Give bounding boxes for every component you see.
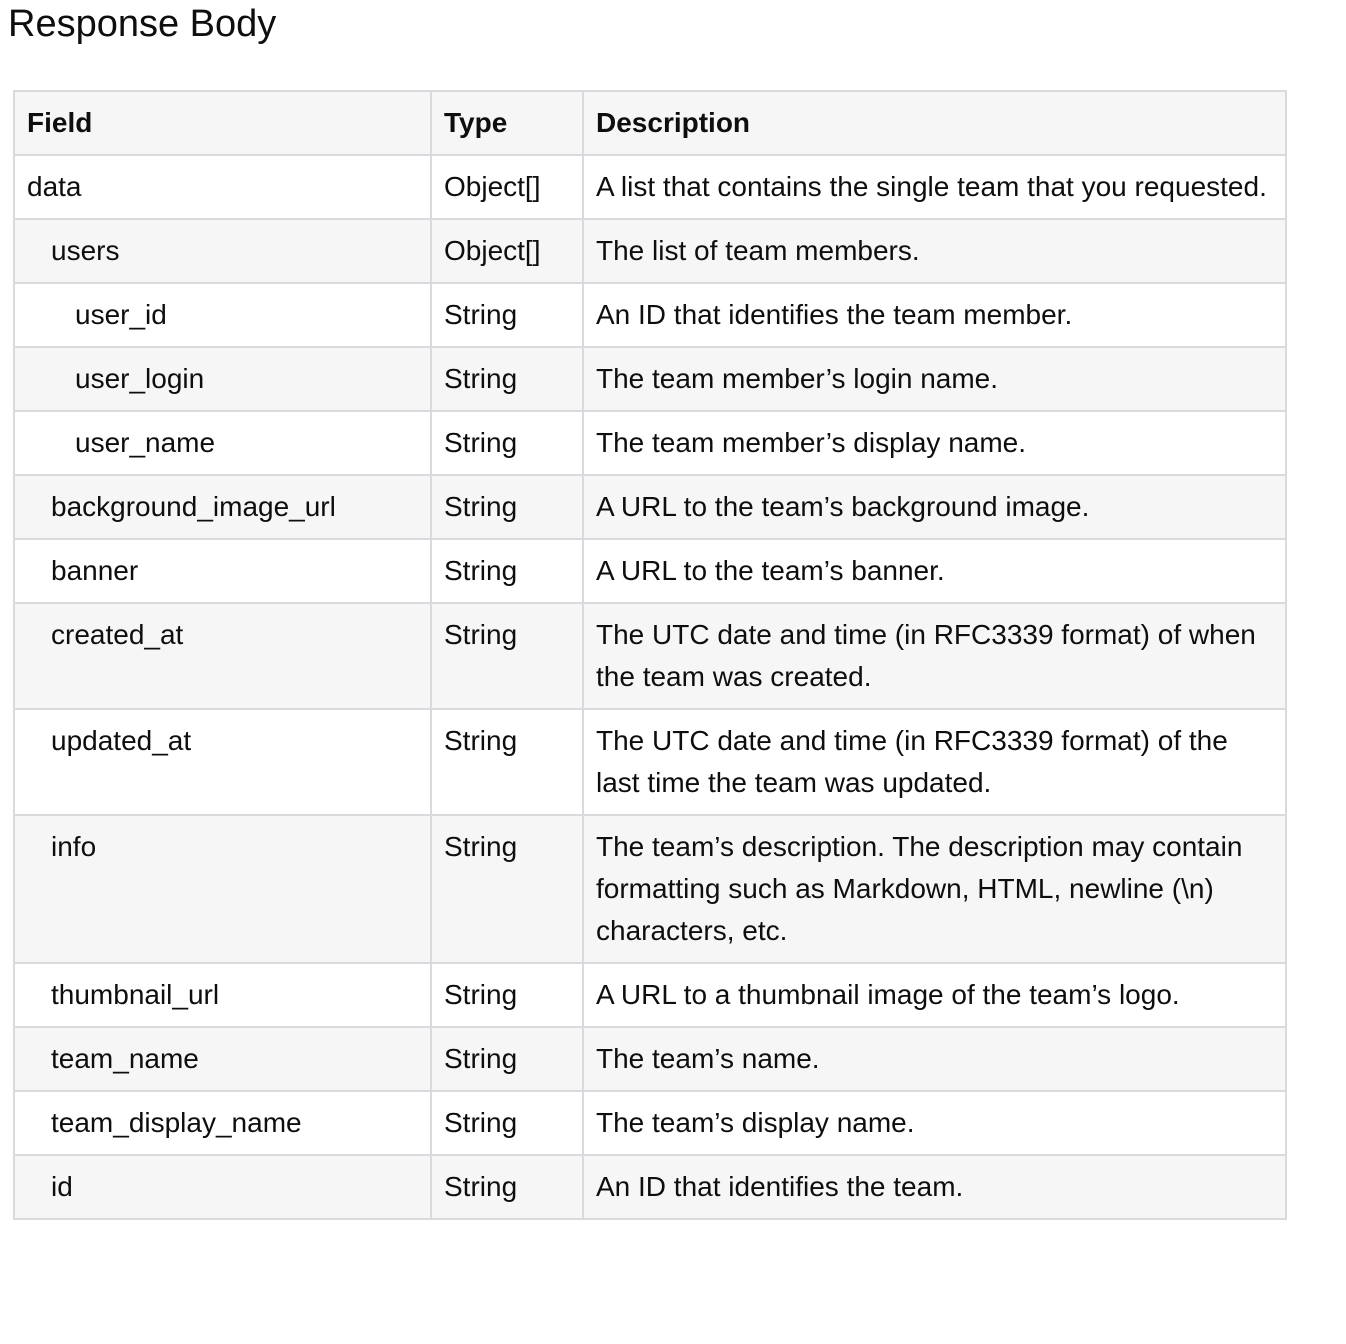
column-header-type: Type — [431, 91, 583, 155]
table-row — [14, 709, 1286, 815]
table-row — [14, 1027, 1286, 1091]
field-description-cell: The list of team members. — [583, 219, 1286, 283]
field-type-cell: String — [431, 1027, 583, 1091]
field-description-cell: The UTC date and time (in RFC3339 format) of the last time the team was updated. — [583, 709, 1286, 815]
field-description-cell: The UTC date and time (in RFC3339 format) of when the team was created. — [583, 603, 1286, 709]
field-name-cell: users — [14, 219, 431, 283]
field-type-cell: Object[] — [431, 219, 583, 283]
field-name-cell: banner — [14, 539, 431, 603]
field-name-cell: info — [14, 815, 431, 963]
table-row — [14, 963, 1286, 1027]
table-row — [14, 155, 1286, 219]
field-type-cell: String — [431, 347, 583, 411]
field-description-cell: A list that contains the single team that you requested. — [583, 155, 1286, 219]
field-type-cell: String — [431, 963, 583, 1027]
field-name-cell: id — [14, 1155, 431, 1219]
page-title: Response Body — [8, 3, 277, 45]
field-type-cell: String — [431, 475, 583, 539]
table-row — [14, 283, 1286, 347]
field-description-cell: The team’s display name. — [583, 1091, 1286, 1155]
table-row — [14, 1155, 1286, 1219]
table-row — [14, 603, 1286, 709]
field-type-cell: Object[] — [431, 155, 583, 219]
field-name-cell: user_login — [14, 347, 431, 411]
field-description-cell: The team’s name. — [583, 1027, 1286, 1091]
field-description-cell: A URL to the team’s background image. — [583, 475, 1286, 539]
table-row — [14, 539, 1286, 603]
response-body-table — [13, 90, 1287, 1220]
field-description-cell: A URL to the team’s banner. — [583, 539, 1286, 603]
field-description-cell: The team member’s display name. — [583, 411, 1286, 475]
field-name-cell: updated_at — [14, 709, 431, 815]
table-body — [14, 155, 1286, 1219]
field-name-cell: data — [14, 155, 431, 219]
field-type-cell: String — [431, 603, 583, 709]
field-name-cell: background_image_url — [14, 475, 431, 539]
field-type-cell: String — [431, 539, 583, 603]
table-row — [14, 815, 1286, 963]
table-row — [14, 1091, 1286, 1155]
field-name-cell: user_name — [14, 411, 431, 475]
field-description-cell: An ID that identifies the team member. — [583, 283, 1286, 347]
field-type-cell: String — [431, 815, 583, 963]
column-header-description: Description — [583, 91, 1286, 155]
field-description-cell: The team’s description. The description may contain formatting such as Markdown, HTML, newline (\n) characters, etc. — [583, 815, 1286, 963]
column-header-field: Field — [14, 91, 431, 155]
table-header — [14, 91, 1286, 155]
field-type-cell: String — [431, 1091, 583, 1155]
field-description-cell: The team member’s login name. — [583, 347, 1286, 411]
field-type-cell: String — [431, 411, 583, 475]
table-header-row — [14, 91, 1286, 155]
table-row — [14, 475, 1286, 539]
field-name-cell: created_at — [14, 603, 431, 709]
field-name-cell: team_display_name — [14, 1091, 431, 1155]
table-row — [14, 347, 1286, 411]
field-type-cell: String — [431, 1155, 583, 1219]
table-row — [14, 411, 1286, 475]
field-description-cell: A URL to a thumbnail image of the team’s logo. — [583, 963, 1286, 1027]
field-type-cell: String — [431, 283, 583, 347]
field-description-cell: An ID that identifies the team. — [583, 1155, 1286, 1219]
table-row — [14, 219, 1286, 283]
field-name-cell: user_id — [14, 283, 431, 347]
field-name-cell: team_name — [14, 1027, 431, 1091]
field-name-cell: thumbnail_url — [14, 963, 431, 1027]
field-type-cell: String — [431, 709, 583, 815]
